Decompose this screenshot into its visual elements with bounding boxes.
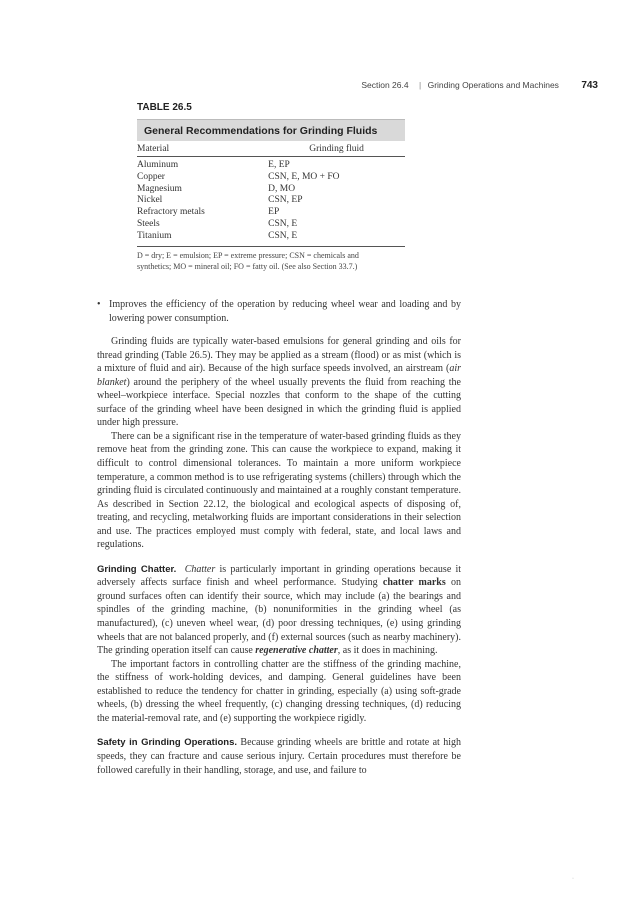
section-heading-safety: Safety in Grinding Operations. <box>97 737 237 749</box>
section-heading-grinding-chatter: Grinding Chatter. <box>97 563 177 575</box>
cell-material: Steels <box>137 218 160 229</box>
cell-fluid: E, EP <box>268 160 290 170</box>
running-head-title: Grinding Operations and Machines <box>427 80 559 90</box>
table-row <box>137 172 405 184</box>
paragraph-chatter-control: The important factors in controlling chatter are the stiffness of the grinding machine, the stiffness of work-holding devices, and damping. General guidelines have been established to reduce the tendency for chatter in grinding, especially (a) using soft-grade wheels, (b) dressing the wheel frequently, (c) changing dressing techniques, (d) reducing the material-removal rate, and (e) supporting the workpiece rigidly. <box>97 658 461 724</box>
paragraph-text: , as it does in machining. <box>337 645 438 657</box>
paragraph-text: Because grinding wheels are brittle and rotate at high speeds, they can fracture and cause serious injury. Certain procedures must therefore be followed carefully in their handling, storage, and use, and failure to <box>97 737 461 776</box>
term-air-blanket: air blanket <box>97 363 461 388</box>
table-row <box>137 207 405 219</box>
table-row <box>137 157 405 172</box>
paragraph-text: Grinding fluids are typically water-based emulsions for general grinding and oils for thread grinding (Table 26.5). They may be applied as a stream (flood) or as mist (which is a mixture of fluid and air). Because of the high surface speeds involved, an airstream ( <box>97 336 461 375</box>
cell-material: Refractory metals <box>137 207 205 218</box>
table-row <box>137 219 405 231</box>
cell-fluid: CSN, EP <box>268 195 303 206</box>
table-label: TABLE 26.5 <box>137 102 192 113</box>
cell-fluid: CSN, E <box>268 218 298 229</box>
margin-mark: · <box>572 876 574 882</box>
table-block <box>137 102 405 272</box>
paragraph-safety <box>97 736 461 777</box>
table-row <box>137 231 405 246</box>
bullet-item <box>97 298 461 325</box>
cell-fluid: CSN, E <box>268 230 298 241</box>
term-regenerative-chatter: regenerative chatter <box>255 645 338 657</box>
paragraph-text: on ground surfaces often can identify their source, which may include (a) the bearings and spindles of the grinding machine, (b) nonuniformities in the grinding wheel (as manufactured), (c) uneven wheel wear, (d) poor dressing techniques, (e) using grinding wheels that are not balanced properly, and (f) external sources (such as nearby machinery). The grinding operation itself can cause <box>97 577 462 657</box>
cell-fluid: CSN, E, MO + FO <box>268 171 340 182</box>
table-footnote <box>137 246 405 272</box>
running-head-separator: | <box>418 80 422 90</box>
table-footnote-line: synthetics; MO = mineral oil; FO = fatty oil. (See also Section 33.7.) <box>137 261 358 271</box>
body-text <box>97 298 461 777</box>
header-grinding-fluid: Grinding fluid <box>262 141 405 157</box>
bullet-text: Improves the efficiency of the operation by reducing wheel wear and loading and by lowering power consumption. <box>109 299 461 324</box>
bullet-dot-icon: • <box>97 299 101 310</box>
cell-material: Aluminum <box>137 160 179 170</box>
paragraph-temperature: There can be a significant rise in the temperature of water-based grinding fluids as they remove heat from the grinding zone. This can cause the workpiece to expand, making it difficult to control dimensional tolerances. To maintain a more uniform workpiece temperature, a common method is to use refrigerating systems (chillers) through which the grinding fluid is circulated continuously and maintained at a roughly constant temperature. As described in Section 22.12, the biological and ecological aspects of disposing of, treating, and recycling, metalworking fluids are important considerations in their selection and use. The practices employed must comply with federal, state, and local laws and regulations. <box>97 430 461 551</box>
table-header-row <box>137 141 405 157</box>
cell-fluid: EP <box>268 207 280 218</box>
running-head <box>361 80 598 91</box>
table-row <box>137 184 405 196</box>
paragraph-grinding-chatter <box>97 563 461 658</box>
paragraph-text: ) around the periphery of the wheel usually prevents the fluid from reaching the wheel–workpiece interface. Special nozzles that conform to the shape of the cutting surface of the grinding wheel have been designed in which the grinding fluid is applied under high pressure. <box>97 376 461 429</box>
table-row <box>137 195 405 207</box>
table-footnote-line: D = dry; E = emulsion; EP = extreme pressure; CSN = chemicals and <box>137 250 359 260</box>
cell-material: Magnesium <box>137 183 182 194</box>
term-chatter: Chatter <box>184 563 216 575</box>
term-chatter-marks: chatter marks <box>382 577 446 589</box>
paragraph-grinding-fluids <box>97 335 461 430</box>
running-head-section: Section 26.4 <box>361 80 409 90</box>
page-number: 743 <box>581 80 598 91</box>
table-caption: General Recommendations for Grinding Fluids <box>137 119 405 141</box>
header-material: Material <box>137 141 262 157</box>
cell-material: Copper <box>137 171 165 182</box>
cell-material: Titanium <box>137 230 172 241</box>
grinding-fluids-table <box>137 141 405 246</box>
cell-material: Nickel <box>137 195 163 206</box>
paragraph-text: is particularly important in grinding operations because it adversely affects surface finish and wheel performance. Studying <box>97 563 462 589</box>
cell-fluid: D, MO <box>268 183 296 194</box>
